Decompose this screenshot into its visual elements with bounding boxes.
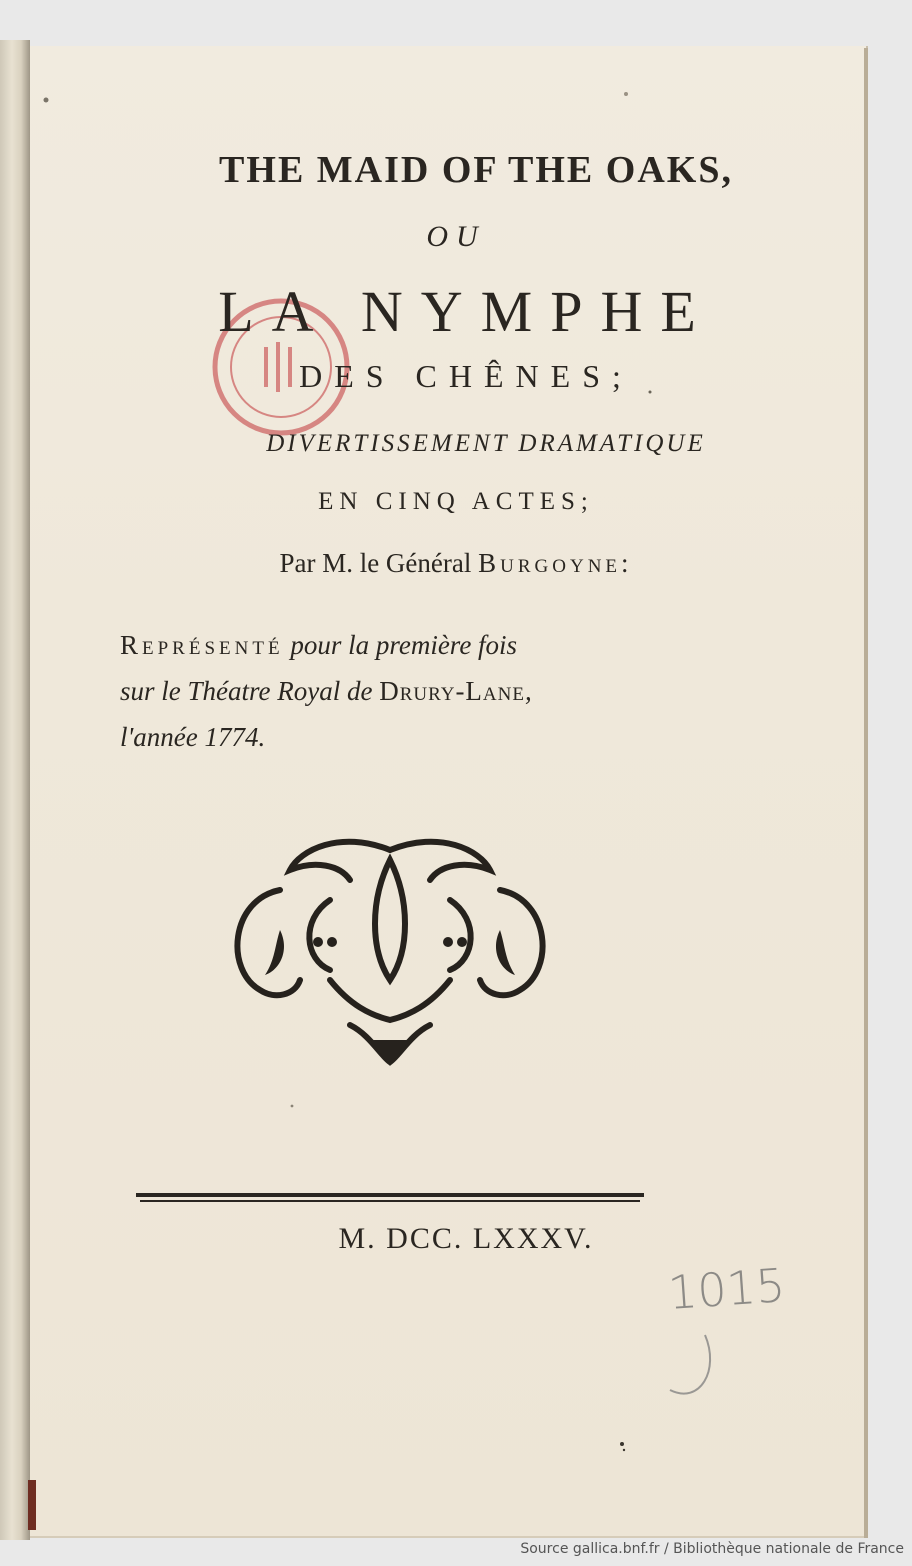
title-line-la-nymphe: LA NYMPHE <box>218 279 714 344</box>
handwritten-shelfmark: 1015 <box>666 1257 787 1321</box>
performance-line-1 <box>120 630 517 661</box>
binding-edge <box>28 1480 36 1530</box>
year-line: l'année 1774. <box>120 722 266 752</box>
publication-date: M. DCC. LXXXV. <box>338 1222 594 1255</box>
theatre-suffix: , <box>524 676 532 706</box>
premiere-fois-text: pour la première fois <box>283 630 518 660</box>
title-line-ou: OU <box>426 220 486 253</box>
printers-ornament-icon <box>220 830 560 1070</box>
performance-line-2 <box>120 676 532 707</box>
page-edge-shadow <box>864 48 868 1538</box>
handwritten-stroke <box>660 1330 720 1410</box>
title-line-english: THE MAID OF THE OAKS, <box>219 149 733 191</box>
title-line-des-chenes: DES CHÊNES; <box>299 358 633 394</box>
previous-leaf-edge <box>0 40 30 1540</box>
genre-line: DIVERTISSEMENT DRAMATIQUE <box>266 430 706 457</box>
theatre-name: Drury-Lane <box>379 676 525 706</box>
author-prefix: Par M. le Général <box>279 548 479 578</box>
double-rule <box>136 1192 644 1204</box>
acts-line: EN CINQ ACTES; <box>318 488 594 515</box>
theatre-prefix: sur le Théatre Royal de <box>120 676 380 706</box>
author-line <box>0 548 912 579</box>
represente-word: Représenté <box>120 630 284 660</box>
author-name: Burgoyne: <box>478 548 633 578</box>
source-credit: Source gallica.bnf.fr / Bibliothèque nationale de France <box>520 1541 904 1557</box>
